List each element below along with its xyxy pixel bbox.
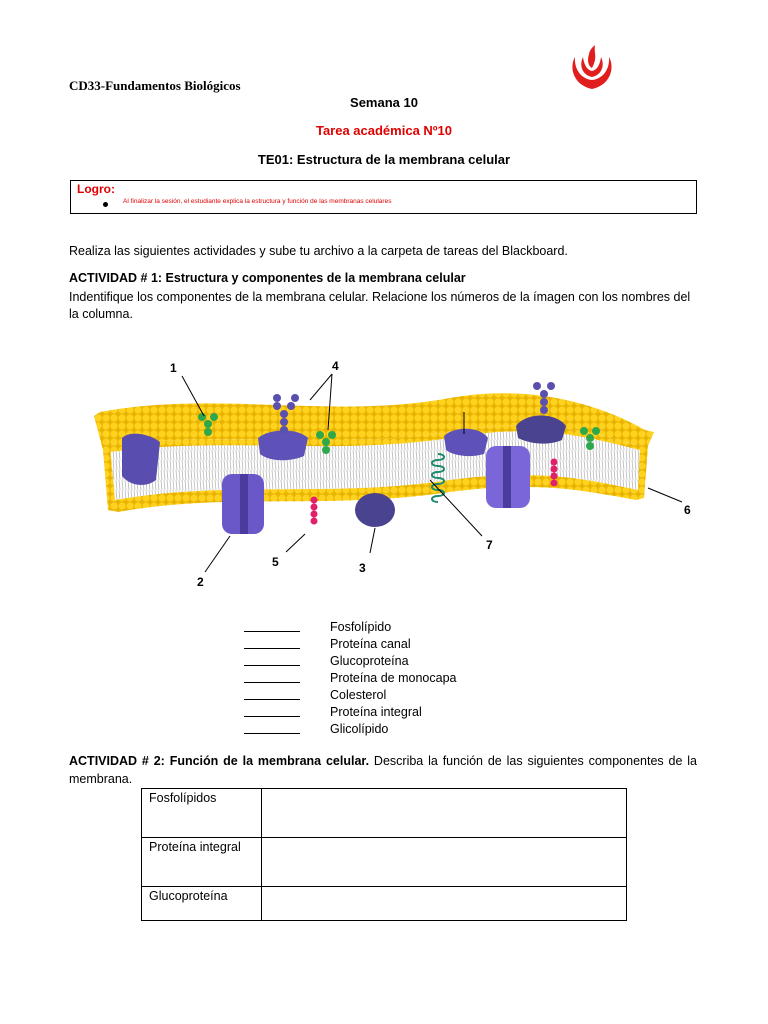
- table-row: [142, 887, 627, 921]
- list-item: Colesterol: [244, 686, 456, 703]
- list-item: Proteína integral: [244, 703, 456, 720]
- activity2-paragraph: [69, 752, 697, 788]
- answer-cell[interactable]: [262, 789, 627, 838]
- week-label: Semana 10: [350, 95, 418, 110]
- answer-blank[interactable]: [244, 672, 300, 683]
- membrane-diagram: [70, 350, 710, 600]
- integral-protein-left: [122, 434, 160, 485]
- label-2: 2: [197, 575, 204, 589]
- course-title: CD33-Fundamentos Biológicos: [69, 78, 241, 93]
- table-cell-label: Proteína integral: [142, 838, 262, 887]
- peripheral-protein: [355, 493, 395, 527]
- logro-label: Logro:: [77, 182, 115, 196]
- intro-text: Realiza las siguientes actividades y sube tu archivo a la carpeta de tareas del Blackboard.: [69, 244, 568, 258]
- label-5: 5: [272, 555, 279, 569]
- task-title: Tarea académica Nº10: [315, 123, 453, 138]
- logro-text: Al finalizar la sesión, el estudiante explica la estructura y función de las membranas celulares: [123, 198, 392, 205]
- table-row: [142, 789, 627, 838]
- function-table: [141, 788, 627, 921]
- answer-blank[interactable]: [244, 655, 300, 666]
- answer-blank[interactable]: [244, 723, 300, 734]
- answer-blank[interactable]: [244, 689, 300, 700]
- table-row: [142, 838, 627, 887]
- activity2-text: Describa la función de las siguientes componentes de la membrana.: [69, 754, 698, 786]
- list-item: Proteína de monocapa: [244, 669, 456, 686]
- label-7: 7: [486, 538, 493, 552]
- answer-cell[interactable]: [262, 887, 627, 921]
- logro-box: [70, 180, 697, 214]
- university-logo: [567, 45, 617, 91]
- table-cell-label: Fosfolípidos: [142, 789, 262, 838]
- activity1-title: ACTIVIDAD # 1: Estructura y componentes de la membrana celular: [69, 271, 466, 285]
- label-3: 3: [359, 561, 366, 575]
- table-cell-label: Glucoproteína: [142, 887, 262, 921]
- te-title: TE01: Estructura de la membrana celular: [257, 152, 511, 167]
- label-6: 6: [684, 503, 691, 517]
- answer-cell[interactable]: [262, 838, 627, 887]
- answer-blank[interactable]: [244, 706, 300, 717]
- activity2-title: ACTIVIDAD # 2: Función de la membrana celular.: [69, 754, 370, 768]
- answer-blank[interactable]: [244, 638, 300, 649]
- activity1-instruction: Indentifique los componentes de la membrana celular. Relacione los números de la ímagen con los nombres del la columna.: [69, 290, 691, 321]
- label-4: 4: [332, 359, 339, 373]
- monolayer-protein: [258, 431, 308, 461]
- list-item: Glucoproteína: [244, 652, 456, 669]
- options-list: [244, 618, 456, 737]
- answer-blank[interactable]: [244, 621, 300, 632]
- bullet-icon: [103, 202, 108, 207]
- list-item: Fosfolípido: [244, 618, 456, 635]
- label-1: 1: [170, 361, 177, 375]
- list-item: Glicolípido: [244, 720, 456, 737]
- list-item: Proteína canal: [244, 635, 456, 652]
